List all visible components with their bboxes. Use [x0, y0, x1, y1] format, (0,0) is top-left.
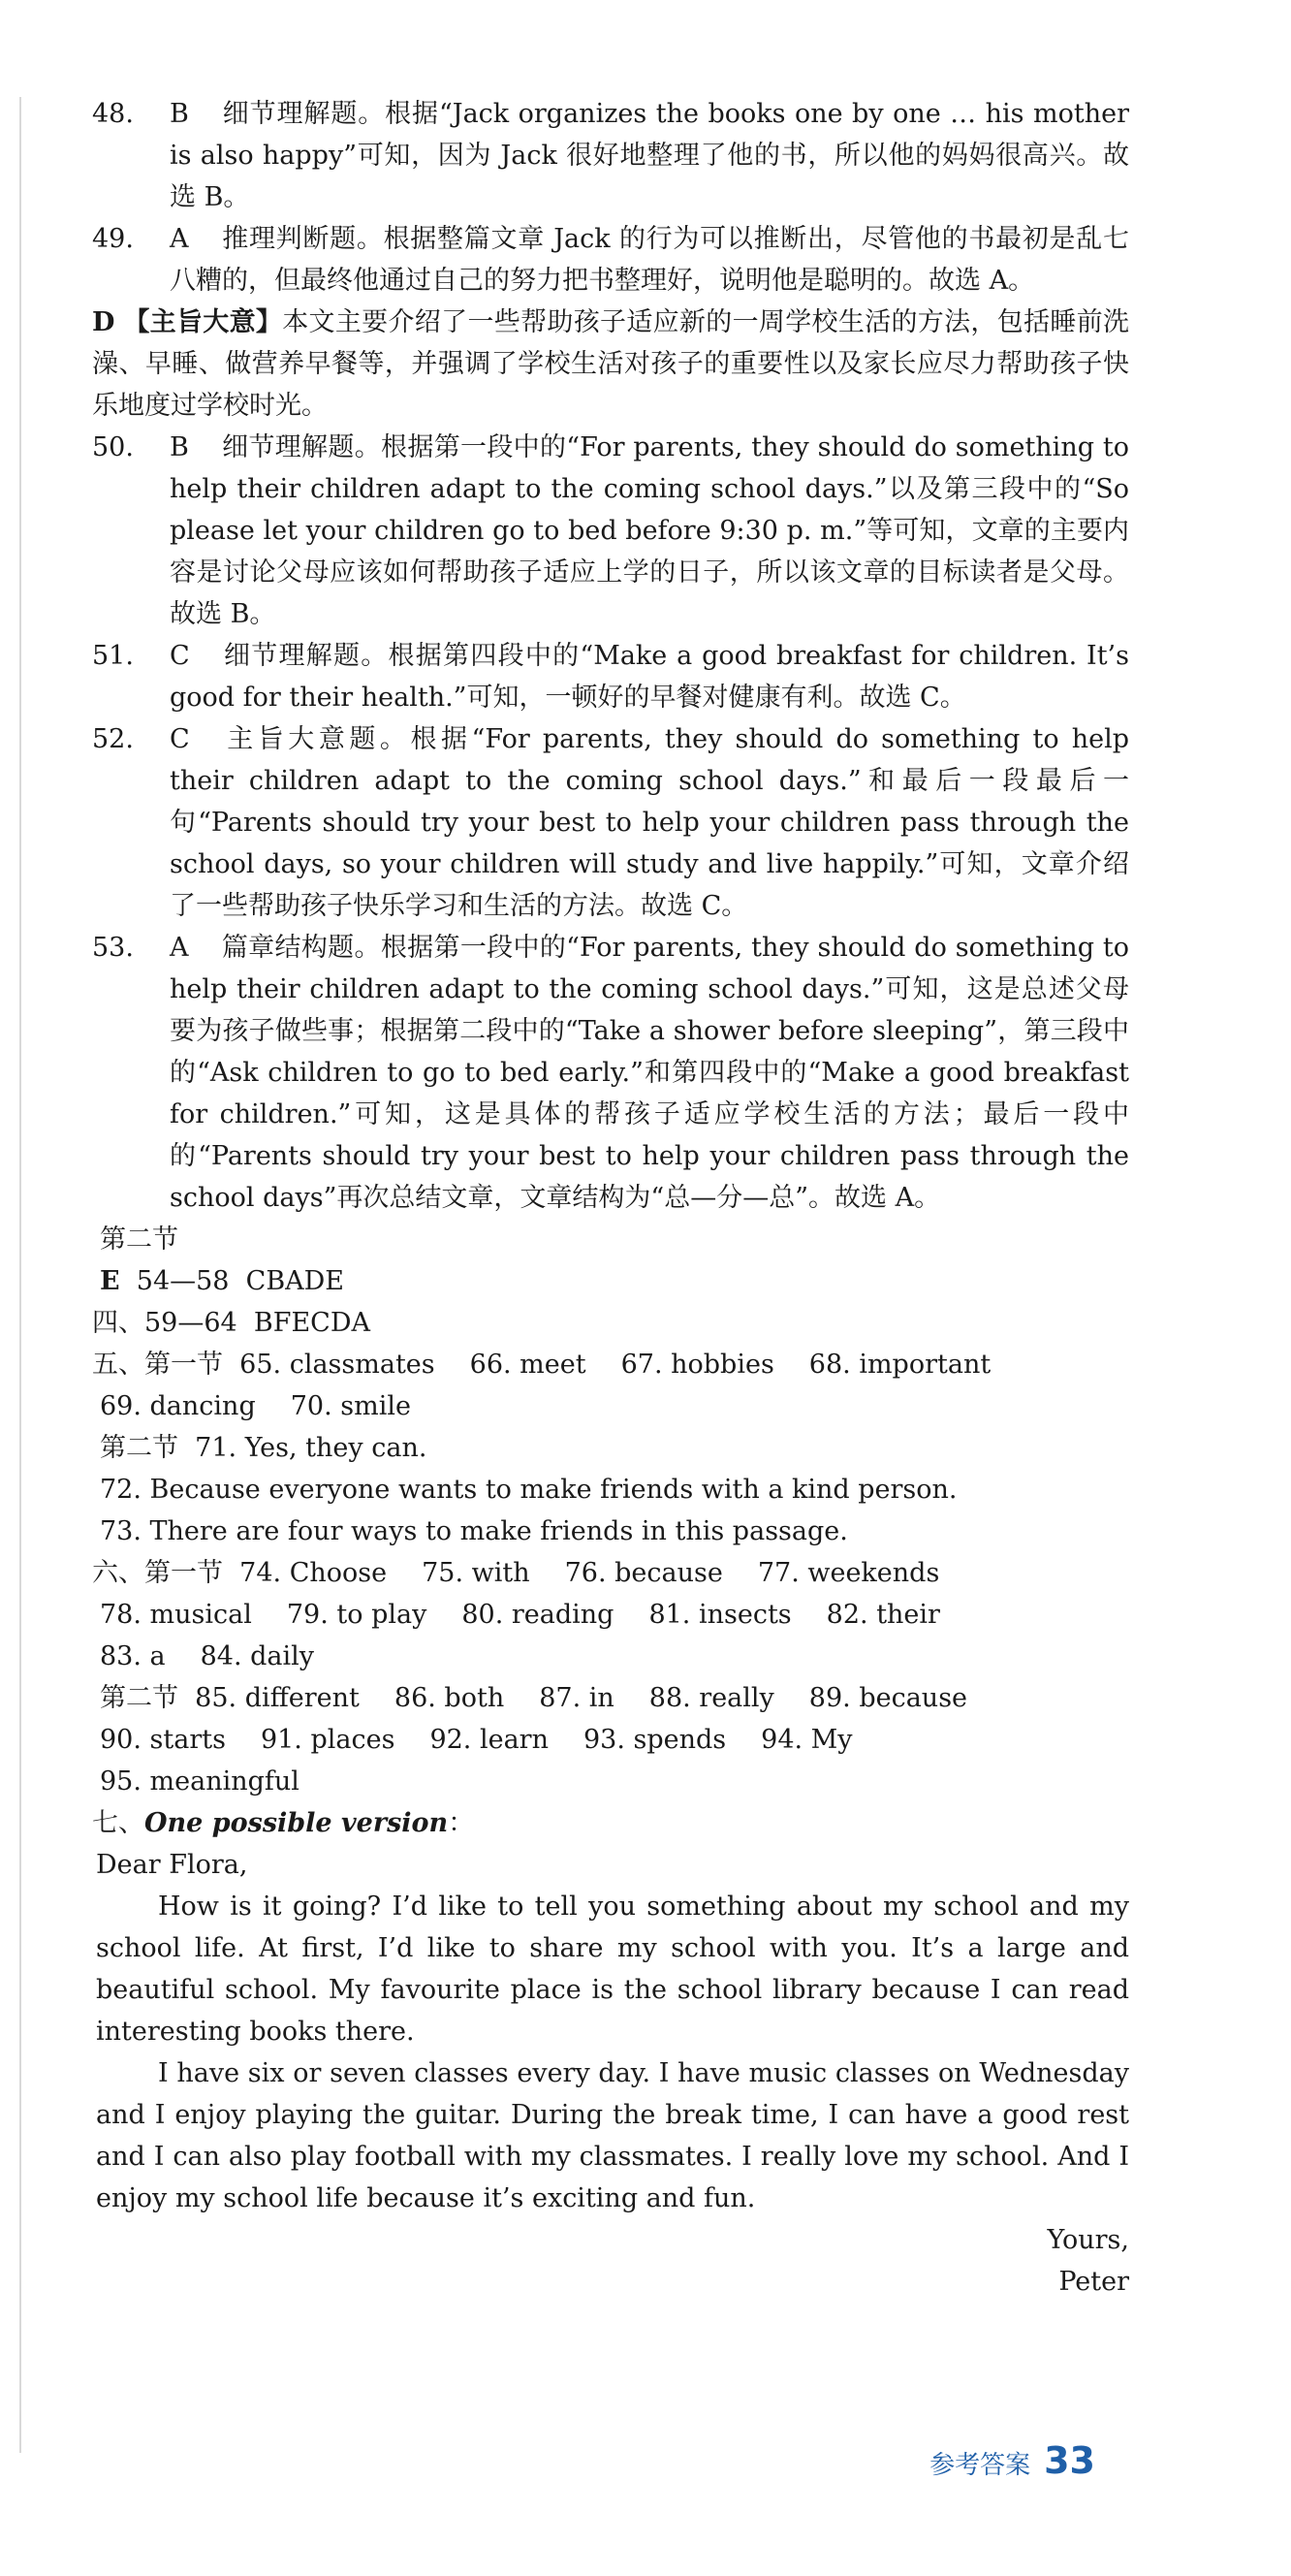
fill-answer: 85. different: [195, 1683, 360, 1713]
label-colon: ：: [448, 1808, 475, 1838]
fill-answer: 76. because: [564, 1558, 723, 1588]
section-letter: E: [100, 1266, 120, 1296]
question-number: 53.: [92, 933, 134, 963]
fill-answer: 81. insects: [648, 1600, 792, 1630]
section-e-answers: [92, 1260, 1129, 1302]
explanation: 细节理解题。根据第一段中的“For parents, they should do something to help their children adapt to the coming school days.”以及第三段中的“So please let your children go to bed before 9:30 p. m.”等可知，文章的主要内容是讨论父母应该如何帮助孩子适应上学的日子，所以该文章的目标读者是父母。故选 B。: [170, 432, 1129, 629]
part5-line1: [92, 1344, 1129, 1385]
part6-line2: [92, 1594, 1129, 1636]
sample-letter: [92, 1844, 1129, 2303]
part2-heading: 第二节: [100, 1224, 178, 1255]
footer-label: 参考答案: [929, 2451, 1031, 2480]
fill-answer: 79. to play: [286, 1600, 427, 1630]
part6-line3: [92, 1636, 1129, 1677]
fill-answer: 66. meet: [469, 1350, 586, 1380]
sample-label: One possible version: [144, 1808, 449, 1838]
question-number: 52.: [92, 724, 134, 754]
answer-52: [92, 718, 1129, 927]
part5-line2: [92, 1385, 1129, 1427]
fill-answer: 93. spends: [583, 1725, 727, 1755]
fill-answer: 87. in: [539, 1683, 614, 1713]
part-prefix: 七、: [92, 1808, 144, 1838]
section-letter: D: [92, 307, 115, 337]
fill-answer: 95. meaningful: [100, 1766, 299, 1797]
letter-greeting: Dear Flora,: [96, 1850, 248, 1880]
fill-answer: 80. reading: [461, 1600, 614, 1630]
question-range: 54—58: [136, 1266, 230, 1296]
answer-key: B: [170, 99, 189, 129]
explanation: 细节理解题。根据第四段中的“Make a good breakfast for children. It’s good for their health.”可知，一顿好的早餐对健康有利。故选 C。: [170, 641, 1129, 713]
explanation: 推理判断题。根据整篇文章 Jack 的行为可以推断出，尽管他的书最初是乱七八糟的，但最终他通过自己的努力把书整理好，说明他是聪明的。故选 A。: [170, 224, 1129, 296]
part4-answers: [92, 1302, 1129, 1344]
section-d-summary: [92, 302, 1129, 427]
question-number: 49.: [92, 224, 134, 254]
answer-key: B: [170, 432, 189, 462]
fill-answer: 86. both: [394, 1683, 505, 1713]
part6-line5: [92, 1719, 1129, 1761]
fill-answer: 92. learn: [429, 1725, 549, 1755]
subsection-heading: 第一节: [144, 1350, 223, 1380]
summary-label: 【主旨大意】: [123, 307, 283, 337]
fill-answer: 88. really: [648, 1683, 774, 1713]
part7-heading: [92, 1802, 1129, 1844]
question-range: 59—64: [144, 1308, 237, 1338]
fill-answer: 83. a: [100, 1641, 166, 1671]
answer-string: CBADE: [245, 1266, 345, 1296]
page-margin-rule: [19, 97, 21, 2453]
fill-answer: 75. with: [422, 1558, 530, 1588]
answer-50: [92, 427, 1129, 635]
fill-answer: 82. their: [826, 1600, 940, 1630]
explanation: 篇章结构题。根据第一段中的“For parents, they should do something to help their children adapt to the coming school days.”可知，这是总述父母要为孩子做些事；根据第二段中的“Take a shower before sleeping”，第三段中的“Ask children to go to bed early.”和第四段中的“Make a good breakfast for children.”可知，这是具体的帮孩子适应学校生活的方法；最后一段中的“Parents should try your best to help your children pass through the school days”再次总结文章，文章结构为“总—分—总”。故选 A。: [170, 933, 1129, 1213]
answer-page: [92, 93, 1129, 2303]
answer-48: [92, 93, 1129, 218]
subsection-heading: 第二节: [100, 1683, 178, 1713]
explanation: 细节理解题。根据“Jack organizes the books one by one … his mother is also happy”可知，因为 Jack 很好地整理了他的书，所以他的妈妈很高兴。故选 B。: [170, 99, 1129, 212]
fill-answer: 74. Choose: [239, 1558, 388, 1588]
fill-answer: 91. places: [260, 1725, 395, 1755]
part-prefix: 五、: [92, 1350, 144, 1380]
fill-answer: 68. important: [808, 1350, 992, 1380]
letter-paragraph: How is it going? I’d like to tell you something about my school and my school life. At first, I’d like to share my school with you. It’s a large and beautiful school. My favourite place is the school library because I can read interesting books there.: [96, 1892, 1129, 2047]
fill-answer: 69. dancing: [100, 1391, 256, 1421]
part-prefix: 四、: [92, 1308, 144, 1338]
answer-key: C: [170, 724, 190, 754]
part-prefix: 六、: [92, 1558, 144, 1588]
fill-answer: 77. weekends: [757, 1558, 940, 1588]
part6-line6: [92, 1761, 1129, 1802]
part5-line3: [92, 1427, 1129, 1469]
subsection-heading: 第二节: [100, 1433, 178, 1463]
answer-53: [92, 927, 1129, 1219]
answer-49: [92, 218, 1129, 302]
letter-paragraph: I have six or seven classes every day. I have music classes on Wednesday and I enjoy playing the guitar. During the break time, I can have a good rest and I can also play football with my classmates. I really love my school. And I enjoy my school life because it’s exciting and fun.: [96, 2058, 1129, 2213]
page-footer: [0, 2439, 1095, 2482]
fill-answer: 89. because: [808, 1683, 968, 1713]
fill-answer: 94. My: [761, 1725, 853, 1755]
fill-answer: 84. daily: [200, 1641, 315, 1671]
letter-signature: Peter: [1058, 2267, 1129, 2297]
question-number: 48.: [92, 99, 134, 129]
answer-string: BFECDA: [253, 1308, 370, 1338]
short-answer-72: 72. Because everyone wants to make friends with a kind person.: [100, 1475, 958, 1505]
fill-answer: 67. hobbies: [620, 1350, 774, 1380]
answer-key: A: [170, 933, 189, 963]
answer-51: [92, 635, 1129, 718]
subsection-heading: 第一节: [144, 1558, 223, 1588]
letter-closing: Yours,: [1047, 2225, 1129, 2255]
fill-answer: 78. musical: [100, 1600, 252, 1630]
explanation: 主旨大意题。根据“For parents, they should do something to help their children adapt to the coming school days.”和最后一段最后一句“Parents should try your best to help your children pass through the school days, so your children will study and live happily.”可知，文章介绍了一些帮助孩子快乐学习和生活的方法。故选 C。: [170, 724, 1129, 921]
fill-answer: 70. smile: [290, 1391, 411, 1421]
question-number: 50.: [92, 432, 134, 462]
part6-line4: [92, 1677, 1129, 1719]
question-number: 51.: [92, 641, 134, 671]
page-number: 33: [1044, 2439, 1095, 2482]
part6-line1: [92, 1552, 1129, 1594]
fill-answer: 90. starts: [100, 1725, 226, 1755]
answer-key: C: [170, 641, 190, 671]
fill-answer: 65. classmates: [239, 1350, 435, 1380]
answer-key: A: [170, 224, 189, 254]
short-answer-73: 73. There are four ways to make friends in this passage.: [100, 1516, 848, 1546]
short-answer: 71. Yes, they can.: [195, 1433, 427, 1463]
summary-text: 本文主要介绍了一些帮助孩子适应新的一周学校生活的方法，包括睡前洗澡、早睡、做营养早餐等，并强调了学校生活对孩子的重要性以及家长应尽力帮助孩子快乐地度过学校时光。: [92, 307, 1130, 421]
